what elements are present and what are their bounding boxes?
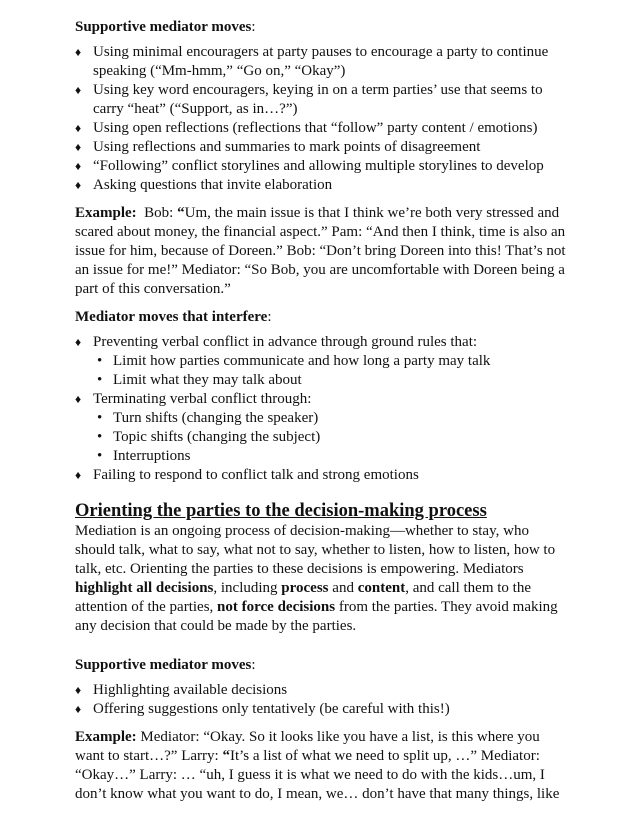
list-item: ♦ Asking questions that invite elaboration [75, 177, 333, 193]
list-item: ♦ Preventing verbal conflict in advance through ground rules that: • Limit how parties communicate and how long a party may talk • Limit what they may talk about [75, 333, 566, 390]
dot-bullet-icon: • [97, 429, 103, 445]
supportive-moves-list [75, 43, 566, 195]
sub-list [75, 352, 566, 390]
dot-bullet-icon: • [97, 448, 103, 464]
diamond-bullet-icon: ♦ [75, 140, 82, 154]
example-paragraph-2: Example: Mediator: “Okay. So it looks like you have a list, is this where you want to start…?” Larry: “It’s a list of what we need to split up, …” Mediator: “Okay…” Larry: … “uh, I guess it is what we need to do with the kids…um, I don’t know what you want to do, I mean, we… don’t have that many things, like [75, 729, 560, 802]
list-item: ♦ “Following” conflict storylines and allowing multiple storylines to develop [75, 158, 544, 174]
diamond-bullet-icon: ♦ [75, 683, 82, 697]
list-item: ♦ Using minimal encouragers at party pauses to encourage a party to continue speaking (“Mm-hmm,” “Go on,” “Okay”) [75, 44, 549, 79]
list-item: ♦ Highlighting available decisions [75, 682, 288, 698]
list-item: ♦ Using open reflections (reflections that “follow” party content / emotions) [75, 120, 538, 136]
diamond-bullet-icon: ♦ [75, 45, 82, 59]
diamond-bullet-icon: ♦ [75, 159, 82, 173]
diamond-bullet-icon: ♦ [75, 392, 82, 406]
diamond-bullet-icon: ♦ [75, 335, 82, 349]
sub-list-item: • Limit what they may talk about [97, 372, 302, 388]
sub-list-item: • Limit how parties communicate and how long a party may talk [97, 353, 491, 369]
list-item: ♦ Using key word encouragers, keying in on a term parties’ use that seems to carry “heat” (“Support, as in…?”) [75, 82, 543, 117]
orienting-paragraph: Mediation is an ongoing process of decision-making—whether to stay, who should talk, what to say, what not to say, whether to listen, how to listen, how to talk, etc. Orienting the parties to these decisions is empowering. Mediators highlight all decisions, including process and content, and call them to the attention of the parties, not force decisions from the parties. They avoid making any decision that could be made by the parties. [75, 523, 558, 634]
section-heading-supportive-moves: Supportive mediator moves: [75, 19, 256, 35]
section-heading-interfere: Mediator moves that interfere: [75, 309, 272, 325]
section-heading-supportive-moves-2: Supportive mediator moves: [75, 657, 256, 673]
diamond-bullet-icon: ♦ [75, 178, 82, 192]
diamond-bullet-icon: ♦ [75, 468, 82, 482]
list-item: ♦ Terminating verbal conflict through: • Turn shifts (changing the speaker) • Topic shifts (changing the subject) • Interruptions [75, 390, 566, 466]
diamond-bullet-icon: ♦ [75, 83, 82, 97]
supportive-moves-list-2 [75, 681, 566, 719]
diamond-bullet-icon: ♦ [75, 121, 82, 135]
list-item: ♦ Using reflections and summaries to mark points of disagreement [75, 139, 481, 155]
dot-bullet-icon: • [97, 410, 103, 426]
list-item: ♦ Offering suggestions only tentatively (be careful with this!) [75, 701, 450, 717]
sub-list-item: • Interruptions [97, 448, 191, 464]
dot-bullet-icon: • [97, 353, 103, 369]
sub-list-item: • Topic shifts (changing the subject) [97, 429, 321, 445]
dot-bullet-icon: • [97, 372, 103, 388]
diamond-bullet-icon: ♦ [75, 702, 82, 716]
section-title-orienting: Orienting the parties to the decision-making process [75, 501, 487, 521]
example-paragraph-1: Example: Bob: “Um, the main issue is that I think we’re both very stressed and scared about money, the financial aspect.” Pam: “And then I think, time is also an issue for him, because of Doreen.” Bob: “Don’t bring Doreen into this! That’s not an issue for me!” Mediator: “So Bob, you are uncomfortable with Doreen being a part of this conversation.” [75, 205, 566, 297]
list-item: ♦ Failing to respond to conflict talk and strong emotions [75, 467, 419, 483]
interfere-list [75, 333, 566, 485]
sub-list [75, 409, 566, 466]
sub-list-item: • Turn shifts (changing the speaker) [97, 410, 319, 426]
